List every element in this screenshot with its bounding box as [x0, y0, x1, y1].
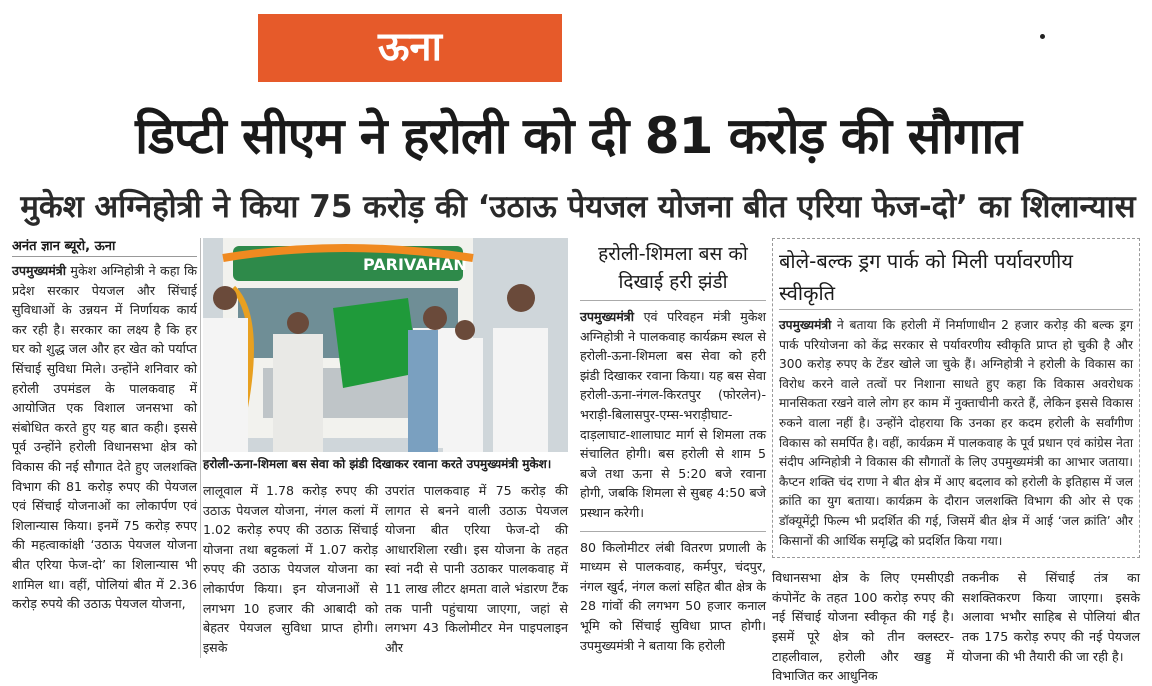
section-tag: ऊना: [258, 14, 562, 82]
news-photo: [203, 238, 568, 452]
article-column-4: 80 किलोमीटर लंबी वितरण प्रणाली के माध्यम से पालकवाह, कर्मपुर, चंदपुर, नंगल खुर्द, नंगल कलां सहित बीत क्षेत्र के 28 गांवों की लगभग 50 हजार कनाल भूमि को सिंचाई सुविधा प्राप्त होगी। उपमुख्यमंत्री ने बताया कि हरोली: [580, 531, 766, 656]
article-column-5: विधानसभा क्षेत्र के लिए एमसीएडी कंपोनेंट के तहत 100 करोड़ रुपए की नई सिंचाई योजना स्वीकृत की गई है। इसमें पूरे क्षेत्र को तीन क्लस्टर-टाहलीवाल, हरोली और खड्ड में विभाजित कर आधुनिक: [772, 570, 954, 684]
article-column-1: [12, 261, 197, 614]
drug-park-headline: बोले-बल्क ड्रग पार्क को मिली पर्यावरणीय स्वीकृति: [779, 245, 1133, 310]
article-column-6: तकनीक से सिंचाई तंत्र का सशक्तिकरण किया जाएगा। इसके अलावा भभौर साहिब से पोलियां बीत तक 175 करोड़ रुपए की नई पेयजल योजना की भी तैयारी की जा रही है।: [962, 570, 1140, 664]
bus-sign: PARIVAHAN: [363, 255, 467, 274]
headline: डिप्टी सीएम ने हरोली को दी 81 करोड़ की सौगात: [135, 107, 1021, 165]
lead-word: उपमुख्यमंत्री: [779, 318, 832, 332]
column-text: मुकेश अग्निहोत्री ने कहा कि प्रदेश सरकार पेयजल और सिंचाई सुविधाओं के उन्नयन में निर्णायक कार्य कर रही है। सरकार का लक्ष्य है कि हर घर को शुद्ध जल और हर खेत को पर्याप्त सिंचाई सुविधा मिले। उन्होंने शनिवार को हरोली उपमंडल के पालकवाह में आयोजित एक विशाल जनसभा को संबोधित करते हुए यह बात कही। इससे पूर्व उन्होंने हरोली विधानसभा क्षेत्र को विकास की नई सौगात देते हुए जलशक्ति विभाग की 81 करोड़ रुपए की पेयजल एवं सिंचाई योजनाओं का लोकार्पण एवं शिलान्यास किया। इनमें 75 करोड़ रुपए की महत्वाकांक्षी ‘उठाऊ पेयजल योजना बीत एरिया फेज-दो’ का शिलान्यास भी शामिल था। वहीं, पोलियां बीत में 2.36 करोड़ रुपये की उठाऊ पेयजल योजना,: [12, 263, 197, 612]
dot-mark: [1040, 34, 1045, 39]
bus-story-body: [580, 307, 766, 523]
article-column-3: उपरांत पालकवाह में 75 करोड़ की लागत से बनने वाली उठाऊ पेयजल योजना बीत एरिया फेज-दो की आधारशिला रखी। इस योजना के तहत स्वां नदी से पानी उठाकर पालकवाह में 11 लाख लीटर क्षमता वाले भंडारण टैंक तक पानी पहुंचाया जाएगा, जहां से लगभग 43 किलोमीटर मेन पाइपलाइन और: [385, 483, 568, 655]
columns-below-photo: [203, 481, 568, 657]
article-column-2: लालूवाल में 1.78 करोड़ रुपए की उठाऊ पेयजल योजना, नंगल कलां में 1.02 करोड़ रुपए की उठाऊ सिंचाई योजना तथा बट्टकलां में 1.07 करोड़ रुपए की उठाऊ पेयजल योजना का लोकार्पण किया। इन योजनाओं से लगभग 10 हजार की आबादी को बेहतर पेयजल सुविधा प्राप्त होगी। इसके: [203, 483, 378, 655]
subheadline: मुकेश अग्निहोत्री ने किया 75 करोड़ की ‘उठाऊ पेयजल योजना बीत एरिया फेज-दो’ का शिलान्यास: [20, 189, 1136, 225]
drug-park-body: [779, 316, 1133, 551]
column-divider: [200, 238, 201, 658]
lead-word: उपमुख्यमंत्री: [12, 263, 67, 278]
column-d: [772, 238, 1140, 686]
column-b: [203, 238, 568, 657]
column-text: ने बताया कि हरोली में निर्माणाधीन 2 हजार करोड़ की बल्क ड्रग पार्क परियोजना को केंद्र सरकार से पर्यावरणीय स्वीकृति प्राप्त हो चुकी है और 300 करोड़ रुपए के टेंडर खोले जा चुके हैं। अग्निहोत्री ने हरोली के विकास का विरोध करने वाले तत्वों पर निशाना साधते हुए कहा कि विकास अवरोधक मानसिकता रखने वाले लोग हर काम में नुक्ताचीनी करते हैं, लेकिन इससे विकास रुकने वाला नहीं है। उन्होंने दोहराया कि उनका हर कदम हरोली के सर्वांगीण विकास को समर्पित है। वहीं, कार्यक्रम में पालकवाह के पूर्व प्रधान एवं कांग्रेस नेता संदीप अग्निहोत्री ने विकास की सौगातों के लिए उपमुख्यमंत्री का आभार जताया। कैप्टन शक्ति चंद राणा ने बीत क्षेत्र में आए बदलाव को हरोली के इतिहास में जल क्रांति का युग बताया। कार्यक्रम के दौरान जलशक्ति विभाग की ओर से एक डॉक्यूमेंट्री फिल्म भी प्रदर्शित की गई, जिसमें बीत क्षेत्र में आई ‘जल क्रांति’ और किसानों की आर्थिक समृद्धि को प्रदर्शित किया गया।: [779, 318, 1133, 548]
byline: अनंत ज्ञान ब्यूरो, ऊना: [12, 236, 197, 257]
columns-below-box: [772, 568, 1140, 686]
lead-word: उपमुख्यमंत्री: [580, 309, 635, 324]
sidebar-box: [772, 238, 1140, 558]
photo-caption: हरोली-ऊना-शिमला बस सेवा को झंडी दिखाकर रवाना करते उपमुख्यमंत्री मुकेश।: [203, 457, 552, 471]
column-text: एवं परिवहन मंत्री मुकेश अग्निहोत्री ने पालकवाह कार्यक्रम स्थल से हरोली-ऊना-शिमला बस सेवा को हरी झंडी दिखाकर रवाना किया। यह बस सेवा हरोली-ऊना-नंगल-किरतपुर (फोरलेन)-भराड़ी-बिलासपुर-एम्स-भराड़ीघाट-दाड़लाघाट-शालाघाट मार्ग से शिमला तक संचालित होगी। बस हरोली से शाम 5 बजे तथा ऊना से 5:20 बजे रवाना होगी, जबकि शिमला से सुबह 4:50 बजे प्रस्थान करेगी।: [580, 309, 766, 520]
column-c: [580, 240, 766, 655]
bus-story-headline: हरोली-शिमला बस को दिखाई हरी झंडी: [580, 240, 766, 301]
column-a: [12, 236, 197, 614]
bus-flagoff-photo: [203, 238, 568, 452]
